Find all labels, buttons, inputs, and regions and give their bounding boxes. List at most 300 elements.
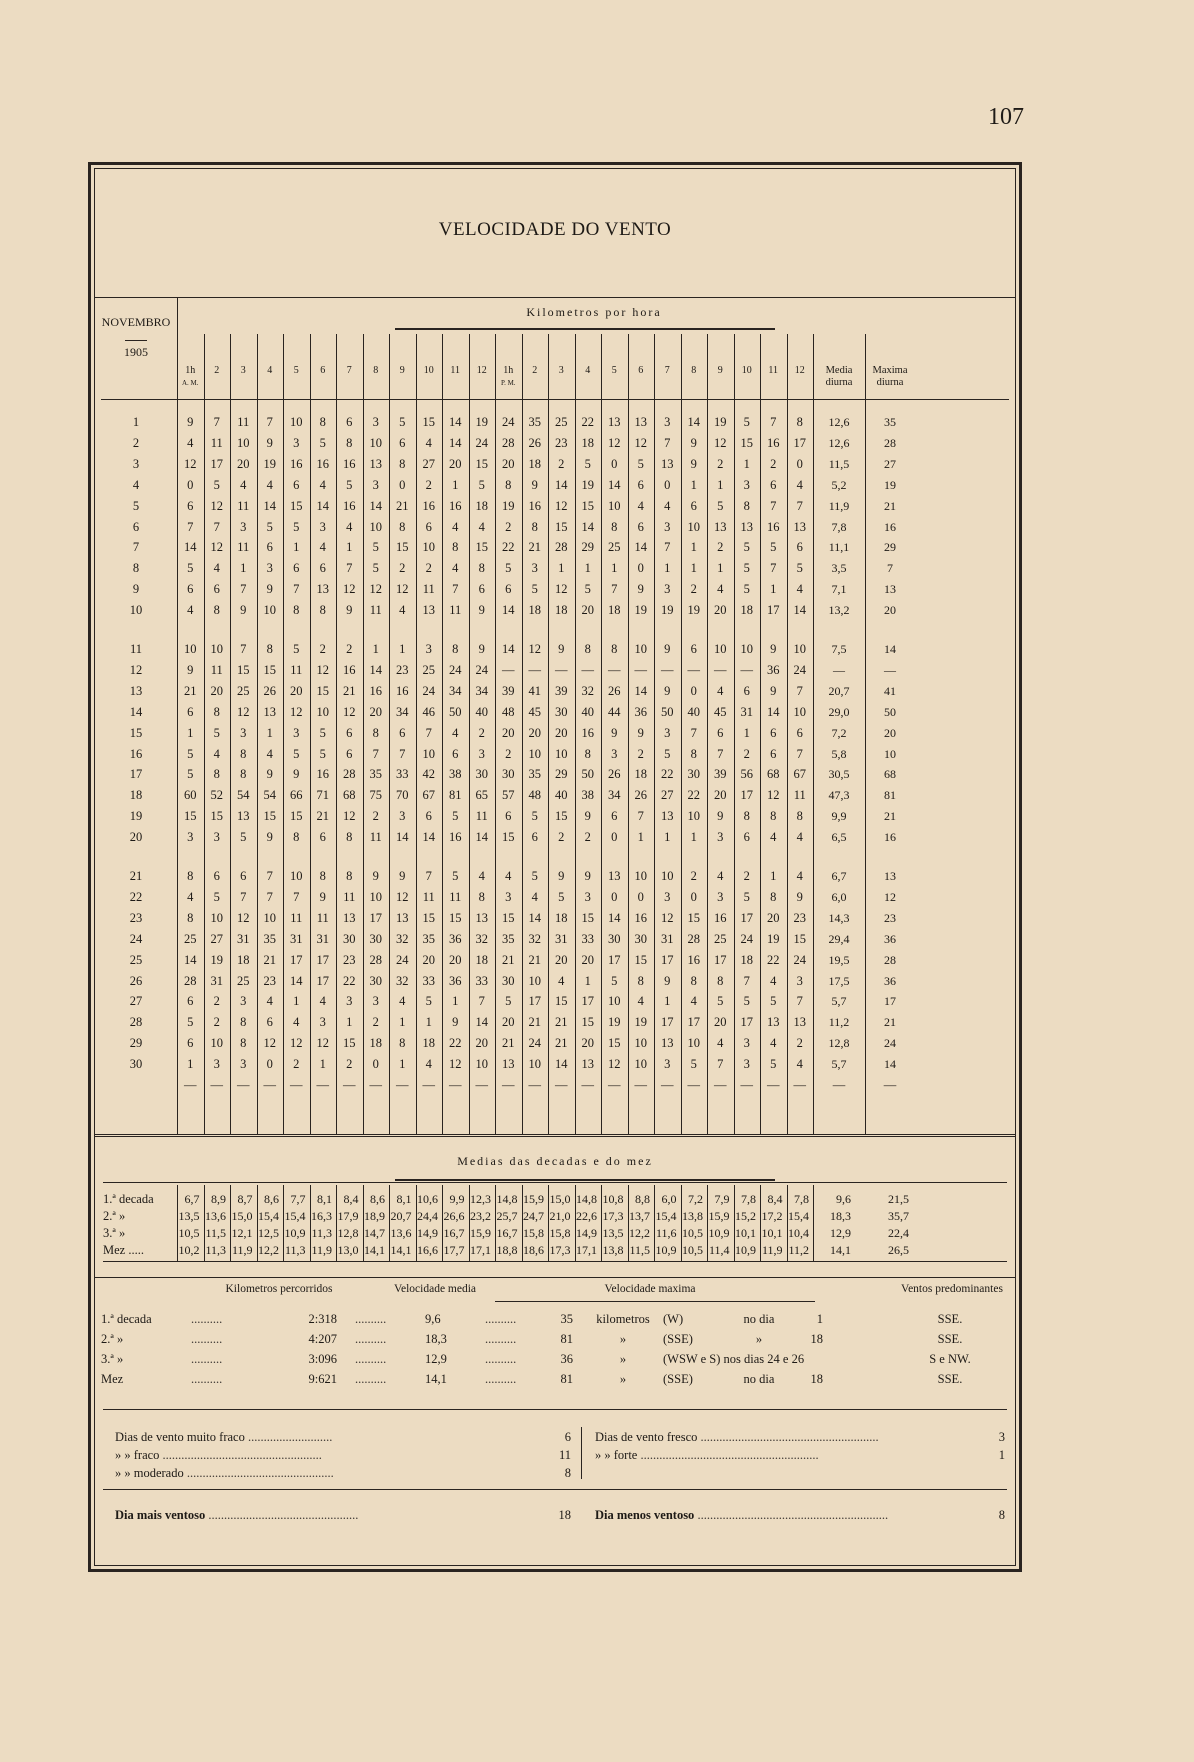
summary-dia-label: no dia bbox=[743, 1312, 775, 1326]
hourly-value: 1 bbox=[611, 561, 618, 576]
column-header-bottom bbox=[101, 399, 1009, 400]
day-label: 12 bbox=[129, 662, 143, 677]
hour-column-top: 1h bbox=[185, 365, 196, 376]
hourly-value: 10 bbox=[608, 498, 621, 513]
hourly-value: 50 bbox=[449, 704, 462, 719]
hourly-value: 20 bbox=[502, 456, 515, 471]
hourly-value: 26 bbox=[528, 435, 541, 450]
hourly-value: 5 bbox=[452, 809, 459, 824]
hourly-value: 3 bbox=[531, 561, 538, 576]
hourly-value: 81 bbox=[449, 788, 462, 803]
hourly-value: 22 bbox=[502, 540, 515, 555]
maxima-diurna-value: — bbox=[884, 662, 896, 677]
hourly-value: 28 bbox=[687, 931, 700, 946]
decada-value: 8,4 bbox=[767, 1192, 783, 1206]
decada-value: 14,8 bbox=[576, 1192, 597, 1206]
hourly-value: 4 bbox=[690, 994, 697, 1009]
hourly-value: 32 bbox=[581, 683, 594, 698]
hourly-value: 5 bbox=[187, 746, 194, 761]
hourly-value: 9 bbox=[664, 973, 671, 988]
hourly-value: 17 bbox=[793, 435, 806, 450]
hourly-value: 8 bbox=[399, 1036, 406, 1051]
hourly-value: 10 bbox=[608, 994, 621, 1009]
hour-column-header bbox=[548, 365, 575, 377]
hourly-value: 1 bbox=[187, 725, 194, 740]
hour-column-top: 10 bbox=[741, 365, 752, 376]
hourly-value: 13 bbox=[661, 1036, 674, 1051]
hourly-value: 6 bbox=[346, 725, 353, 740]
hourly-value: 12 bbox=[634, 435, 647, 450]
decada-value: 15,9 bbox=[470, 1226, 491, 1240]
day-label: 17 bbox=[129, 767, 143, 782]
hourly-value: 10 bbox=[237, 435, 250, 450]
hourly-value: 9 bbox=[717, 809, 724, 824]
hourly-value: 1 bbox=[346, 540, 353, 555]
end-dash: — bbox=[634, 1078, 647, 1092]
hourly-value: 14 bbox=[634, 540, 647, 555]
hour-column-top: 6 bbox=[320, 365, 326, 376]
hour-column-header bbox=[336, 365, 363, 377]
media-diurna-value: 6,0 bbox=[831, 889, 847, 904]
hourly-value: 1 bbox=[664, 994, 671, 1009]
hourly-value: 23 bbox=[263, 973, 276, 988]
hourly-value: 14 bbox=[475, 1015, 488, 1030]
day-label: 28 bbox=[129, 1015, 143, 1030]
hourly-value: 67 bbox=[793, 767, 806, 782]
day-label: 8 bbox=[132, 561, 140, 576]
medias-rule bbox=[395, 1179, 775, 1181]
hourly-value: 6 bbox=[240, 869, 247, 883]
hourly-value: 34 bbox=[396, 704, 409, 719]
year-dash bbox=[125, 340, 147, 341]
decada-divider bbox=[522, 1185, 523, 1261]
hourly-value: 14 bbox=[316, 498, 329, 513]
hourly-value: 21 bbox=[343, 683, 356, 698]
hourly-value: 2 bbox=[796, 1036, 803, 1051]
hourly-value: 8 bbox=[319, 603, 326, 618]
hourly-value: 9 bbox=[637, 725, 644, 740]
hourly-value: 13 bbox=[661, 809, 674, 824]
hours-header: Kilometros por hora bbox=[526, 305, 662, 319]
day-label: 6 bbox=[132, 519, 140, 534]
hourly-value: 7 bbox=[796, 683, 803, 698]
decada-value: 17,2 bbox=[761, 1209, 783, 1223]
hourly-value: 20 bbox=[581, 1036, 594, 1051]
hourly-value: 8 bbox=[690, 973, 697, 988]
decada-media: 12,9 bbox=[830, 1226, 851, 1240]
hourly-value: 60 bbox=[184, 788, 197, 803]
decada-value: 7,8 bbox=[741, 1192, 756, 1206]
hourly-value: 10 bbox=[422, 540, 435, 555]
hourly-value: 14 bbox=[502, 642, 515, 656]
decada-value: 14,9 bbox=[576, 1226, 597, 1240]
hourly-value: 40 bbox=[555, 788, 568, 803]
hourly-value: 4 bbox=[452, 519, 459, 534]
media-diurna-value: 11,9 bbox=[828, 498, 850, 513]
hourly-value: 5 bbox=[690, 1057, 697, 1072]
page-title: VELOCIDADE DO VENTO bbox=[438, 219, 672, 240]
hourly-value: 15 bbox=[210, 809, 223, 824]
end-dash: — bbox=[502, 1078, 515, 1092]
hourly-value: 3 bbox=[664, 582, 671, 597]
decada-value: 13,5 bbox=[178, 1209, 200, 1223]
hourly-value: 8 bbox=[187, 869, 194, 883]
hourly-value: 39 bbox=[502, 683, 515, 698]
hourly-value: 19 bbox=[661, 603, 674, 618]
hourly-value: 14 bbox=[528, 910, 541, 925]
hourly-value: 3 bbox=[664, 1057, 671, 1072]
hourly-value: 12 bbox=[767, 788, 780, 803]
hour-column-top: 2 bbox=[532, 365, 538, 376]
hourly-value: 68 bbox=[343, 788, 356, 803]
hourly-value: 3 bbox=[743, 477, 750, 492]
summary-dia-label: » bbox=[755, 1332, 763, 1346]
day-label: 4 bbox=[132, 477, 140, 492]
hourly-value: 6 bbox=[319, 561, 326, 576]
maxima-diurna-value: 13 bbox=[884, 869, 896, 883]
end-dash: — bbox=[661, 1078, 674, 1092]
hourly-value: 8 bbox=[743, 809, 750, 824]
hourly-value: 1 bbox=[558, 561, 565, 576]
summary-dia: 18 bbox=[810, 1332, 823, 1346]
hour-column-header bbox=[230, 365, 257, 377]
decada-value: 8,1 bbox=[396, 1192, 412, 1206]
hourly-value: 35 bbox=[502, 931, 515, 946]
hourly-value: 12 bbox=[449, 1057, 462, 1072]
media-diurna-value: 30,5 bbox=[828, 767, 850, 782]
hourly-value: 3 bbox=[240, 994, 247, 1009]
hour-column-top: 12 bbox=[476, 365, 487, 376]
hourly-value: 33 bbox=[396, 767, 409, 782]
hourly-value: 54 bbox=[263, 788, 276, 803]
hourly-value: 7 bbox=[770, 415, 777, 429]
decada-value: 11,9 bbox=[231, 1243, 253, 1257]
decada-divider bbox=[548, 1185, 549, 1261]
hourly-value: 8 bbox=[372, 725, 379, 740]
hourly-value: 28 bbox=[184, 973, 197, 988]
hourly-value: 12 bbox=[528, 642, 541, 656]
decada-value: 16,3 bbox=[311, 1209, 332, 1223]
hour-column-top: 7 bbox=[664, 365, 670, 376]
hourly-value: 16 bbox=[449, 830, 462, 845]
hourly-value: 3 bbox=[717, 830, 724, 845]
decada-value: 22,6 bbox=[576, 1209, 597, 1223]
decada-value: 13,0 bbox=[337, 1243, 359, 1257]
hourly-value: 2 bbox=[637, 746, 644, 761]
maxima-diurna-value: 10 bbox=[884, 746, 896, 761]
decada-label: 3.ª » bbox=[103, 1226, 126, 1240]
hourly-value: 8 bbox=[346, 435, 353, 450]
hourly-value: 10 bbox=[210, 642, 223, 656]
decada-value: 8,1 bbox=[317, 1192, 332, 1206]
hourly-value: 6 bbox=[770, 746, 777, 761]
hourly-value: 4 bbox=[293, 1015, 300, 1030]
decada-value: 13,8 bbox=[602, 1243, 624, 1257]
hourly-value: 10 bbox=[290, 415, 303, 429]
hourly-value: 3 bbox=[664, 519, 671, 534]
hourly-value: 6 bbox=[425, 519, 432, 534]
hourly-value: 23 bbox=[793, 910, 806, 925]
hourly-value: 8 bbox=[319, 869, 326, 883]
end-dash: — bbox=[316, 1078, 329, 1092]
hourly-value: 12 bbox=[290, 1036, 303, 1051]
hourly-value: 5 bbox=[558, 889, 565, 904]
dias-muito-fraco: Dias de vento muito fraco ........................... 6 bbox=[115, 1430, 571, 1444]
hourly-value: 4 bbox=[717, 1036, 724, 1051]
hourly-value: 14 bbox=[184, 540, 197, 555]
hourly-value: 12 bbox=[290, 704, 303, 719]
hourly-value: 32 bbox=[475, 931, 488, 946]
header-rule bbox=[395, 328, 775, 330]
hourly-value: 6 bbox=[293, 561, 300, 576]
hourly-value: 20 bbox=[502, 725, 515, 740]
hourly-value: 9 bbox=[478, 603, 485, 618]
hourly-value: 2 bbox=[346, 642, 353, 656]
decada-value: 17,1 bbox=[470, 1243, 491, 1257]
day-label: 29 bbox=[129, 1036, 143, 1051]
hourly-value: 15 bbox=[237, 662, 250, 677]
hourly-value: 30 bbox=[608, 931, 621, 946]
summary-km: 3:096 bbox=[308, 1352, 337, 1366]
hourly-value: 15 bbox=[793, 931, 806, 946]
decada-divider bbox=[442, 1185, 443, 1261]
hourly-value: 2 bbox=[346, 1057, 353, 1072]
decada-divider bbox=[681, 1185, 682, 1261]
hourly-value: 2 bbox=[505, 746, 512, 761]
decada-value: 8,6 bbox=[370, 1192, 385, 1206]
decada-value: 6,7 bbox=[184, 1192, 200, 1206]
decada-value: 10,5 bbox=[178, 1226, 200, 1240]
hour-column-header bbox=[707, 365, 734, 377]
summary-vmax: 81 bbox=[560, 1372, 573, 1386]
summary-header-vmed: Velocidade media bbox=[393, 1283, 477, 1295]
dias-fresco: Dias de vento fresco ......................................................... 3 bbox=[595, 1430, 1005, 1444]
hourly-value: 4 bbox=[717, 683, 724, 698]
hourly-value: 20 bbox=[369, 704, 382, 719]
hourly-value: 10 bbox=[369, 519, 382, 534]
hourly-value: 5 bbox=[531, 582, 538, 597]
hourly-value: 3 bbox=[743, 1057, 750, 1072]
hourly-value: 2 bbox=[425, 561, 432, 576]
hourly-value: 0 bbox=[690, 683, 697, 698]
hourly-value: 9 bbox=[584, 869, 591, 883]
hourly-value: 17 bbox=[290, 952, 303, 967]
hourly-value: 13 bbox=[714, 519, 727, 534]
hourly-value: 15 bbox=[581, 498, 594, 513]
hourly-value: 34 bbox=[449, 683, 462, 698]
hourly-value: 16 bbox=[290, 456, 303, 471]
hour-column-header bbox=[283, 365, 310, 377]
hourly-value: 15 bbox=[290, 498, 303, 513]
day-label: 20 bbox=[129, 830, 143, 845]
hourly-value: 5 bbox=[213, 889, 220, 904]
decada-value: 15,2 bbox=[735, 1209, 756, 1223]
hourly-value: 4 bbox=[558, 973, 565, 988]
decada-value: 7,7 bbox=[290, 1192, 306, 1206]
hourly-value: 30 bbox=[555, 704, 568, 719]
hourly-value: 12 bbox=[184, 456, 197, 471]
hourly-value: 15 bbox=[475, 456, 488, 471]
hourly-value: 8 bbox=[240, 746, 247, 761]
media-diurna-value: 3,5 bbox=[831, 561, 847, 576]
hourly-value: 31 bbox=[740, 704, 753, 719]
end-dash: — bbox=[687, 1078, 700, 1092]
hourly-value: 6 bbox=[611, 809, 618, 824]
hourly-value: 20 bbox=[581, 952, 594, 967]
hourly-value: 13 bbox=[369, 456, 382, 471]
hourly-value: 20 bbox=[528, 725, 541, 740]
hourly-value: — bbox=[661, 662, 674, 677]
hourly-value: 1 bbox=[240, 561, 247, 576]
hourly-value: 3 bbox=[584, 889, 591, 904]
summary-unit: » bbox=[619, 1372, 627, 1386]
hourly-value: 9 bbox=[240, 603, 247, 618]
hourly-value: 7 bbox=[478, 994, 485, 1009]
media-diurna-value: 11,1 bbox=[828, 540, 850, 555]
hourly-value: 50 bbox=[581, 767, 594, 782]
hourly-value: 41 bbox=[528, 683, 541, 698]
hourly-value: 14 bbox=[793, 603, 806, 618]
hourly-value: 6 bbox=[319, 830, 326, 845]
decada-value: 16,7 bbox=[496, 1226, 518, 1240]
hourly-value: 5 bbox=[770, 994, 777, 1009]
hourly-value: 13 bbox=[502, 1057, 515, 1072]
hourly-value: 7 bbox=[240, 889, 247, 904]
hourly-value: 12 bbox=[555, 582, 568, 597]
hourly-value: 9 bbox=[584, 809, 591, 824]
summary-rule bbox=[495, 1301, 815, 1302]
hourly-value: 20 bbox=[290, 683, 303, 698]
hourly-value: 6 bbox=[637, 519, 644, 534]
decada-media: 18,3 bbox=[830, 1209, 851, 1223]
summary-dots: .......... bbox=[485, 1332, 517, 1346]
decada-value: 15,4 bbox=[284, 1209, 306, 1223]
decada-divider bbox=[469, 1185, 470, 1261]
summary-dots: .......... bbox=[355, 1372, 387, 1386]
hourly-value: 16 bbox=[449, 498, 462, 513]
hourly-value: 54 bbox=[237, 788, 250, 803]
decada-value: 6,0 bbox=[661, 1192, 677, 1206]
hourly-value: 21 bbox=[316, 809, 329, 824]
hourly-value: 4 bbox=[187, 603, 194, 618]
decada-value: 10,1 bbox=[735, 1226, 756, 1240]
hourly-value: 28 bbox=[555, 540, 568, 555]
hourly-value: 5 bbox=[584, 456, 591, 471]
hourly-value: 16 bbox=[316, 456, 329, 471]
ventoso-separator bbox=[103, 1489, 1007, 1490]
hourly-value: 20 bbox=[555, 952, 568, 967]
hourly-value: 6 bbox=[346, 746, 353, 761]
dias-divider bbox=[581, 1427, 582, 1479]
end-dash: — bbox=[184, 1078, 197, 1092]
summary-label: 2.ª » bbox=[101, 1332, 124, 1346]
hourly-value: 20 bbox=[555, 725, 568, 740]
hourly-value: 8 bbox=[743, 498, 750, 513]
hourly-value: 7 bbox=[690, 725, 697, 740]
hour-column-header bbox=[734, 365, 761, 377]
hourly-value: 3 bbox=[505, 889, 512, 904]
decada-value: 11,9 bbox=[311, 1243, 332, 1257]
hourly-value: 9 bbox=[637, 582, 644, 597]
hourly-value: 6 bbox=[478, 582, 485, 597]
hourly-value: 35 bbox=[528, 415, 541, 429]
hourly-value: 10 bbox=[528, 1057, 541, 1072]
hourly-value: 5 bbox=[743, 540, 750, 555]
hourly-value: 15 bbox=[449, 910, 462, 925]
hourly-value: 6 bbox=[505, 809, 512, 824]
hourly-value: 2 bbox=[690, 869, 697, 883]
hourly-value: 9 bbox=[664, 683, 671, 698]
hourly-value: 14 bbox=[396, 830, 409, 845]
hourly-value: 32 bbox=[528, 931, 541, 946]
hourly-value: 15 bbox=[422, 910, 435, 925]
hour-column-header bbox=[601, 365, 628, 377]
maxima-diurna-value: 41 bbox=[884, 683, 896, 698]
dias-separator bbox=[103, 1409, 1007, 1410]
hourly-value: 4 bbox=[770, 1036, 777, 1051]
hourly-value: 40 bbox=[581, 704, 594, 719]
hourly-value: 25 bbox=[555, 415, 568, 429]
end-dash: — bbox=[793, 1078, 806, 1092]
media-diurna-value: 5,2 bbox=[831, 477, 847, 492]
hourly-value: 5 bbox=[770, 540, 777, 555]
hourly-value: 14 bbox=[290, 973, 303, 988]
hourly-value: — bbox=[555, 662, 568, 677]
hourly-value: 20 bbox=[767, 910, 780, 925]
hourly-value: 2 bbox=[558, 830, 565, 845]
hourly-value: 15 bbox=[290, 809, 303, 824]
hourly-value: 6 bbox=[690, 498, 697, 513]
hourly-value: 10 bbox=[263, 603, 276, 618]
day-label: 15 bbox=[129, 725, 143, 740]
hourly-value: 4 bbox=[717, 869, 724, 883]
hourly-value: 18 bbox=[528, 603, 541, 618]
hourly-value: 5 bbox=[187, 561, 194, 576]
hourly-value: 35 bbox=[422, 931, 435, 946]
hourly-value: 4 bbox=[478, 519, 485, 534]
hourly-value: 4 bbox=[770, 973, 777, 988]
hourly-value: 26 bbox=[608, 683, 621, 698]
hourly-value: 24 bbox=[422, 683, 435, 698]
hourly-value: 15 bbox=[581, 1015, 594, 1030]
decada-value: 17,9 bbox=[337, 1209, 359, 1223]
hourly-value: 12 bbox=[396, 582, 409, 597]
decada-value: 9,9 bbox=[449, 1192, 465, 1206]
hourly-value: 3 bbox=[266, 561, 273, 576]
end-dash: — bbox=[449, 1078, 462, 1092]
hourly-value: 5 bbox=[505, 994, 512, 1009]
hourly-value: 15 bbox=[184, 809, 197, 824]
summary-dir: (SSE) bbox=[663, 1332, 693, 1346]
hourly-value: 13 bbox=[581, 1057, 594, 1072]
day-label: 30 bbox=[129, 1057, 143, 1072]
decada-value: 10,9 bbox=[284, 1226, 306, 1240]
hourly-value: 22 bbox=[687, 788, 700, 803]
decada-divider bbox=[310, 1185, 311, 1261]
hourly-value: 12 bbox=[343, 704, 356, 719]
hourly-value: 8 bbox=[240, 1036, 247, 1051]
hourly-value: 4 bbox=[319, 477, 326, 492]
hourly-value: 5 bbox=[425, 994, 432, 1009]
decada-value: 10,6 bbox=[417, 1192, 438, 1206]
hourly-value: 15 bbox=[555, 519, 568, 534]
hourly-value: 11 bbox=[290, 662, 303, 677]
decada-value: 16,7 bbox=[443, 1226, 465, 1240]
decada-divider bbox=[654, 1185, 655, 1261]
hourly-value: 6 bbox=[743, 830, 750, 845]
hourly-value: 10 bbox=[290, 869, 303, 883]
hourly-value: 27 bbox=[210, 931, 223, 946]
